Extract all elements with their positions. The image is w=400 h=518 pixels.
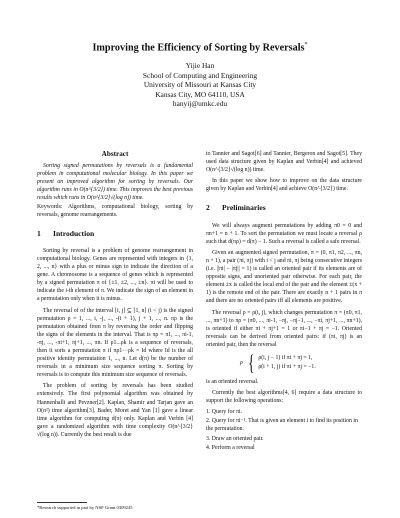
prelim-paragraph-2: Given an augmented signed permutation, π = (0, π1, π2, ..., πn, n + 1), a pair (πi, πj) with i < j and πi, πj being consecutive integers (i.e. ||πi| − |πj|| = 1) is called an oriented pair if its elements are of opposite signs, and unoriented pair otherwise. For each pair, the element ±x is called the local end of the pair and the element ±(x + 1) is the remote end of the pair. There are exactly n + 1 pairs in π and there are no oriented pairs iff all elements are positive. bbox=[206, 249, 362, 305]
section-number: 2 bbox=[206, 203, 210, 213]
operation-item: 1. Query for πi. bbox=[206, 409, 242, 416]
affiliation-line-1: School of Computing and Engineering bbox=[142, 70, 258, 80]
operations-list bbox=[206, 408, 362, 451]
section-title: Preliminaries bbox=[222, 203, 266, 213]
address-line: Kansas City, MO 64110, USA bbox=[155, 89, 245, 99]
author-block bbox=[0, 61, 400, 109]
paper-title bbox=[0, 42, 400, 53]
prelim-paragraph-3: The reversal ρ = ρ(i, j), which changes permutation π = (π0, π1, ..., πn+1) to πρ = (π0, ..., πi-1, −πj, −πj−1, ..., −πi, πj+1, ..., πn+1), is oriented if either πi + πj+1 = 1 or πi−1 + πj = −1. Oriented reversals can be derived from oriented pairs: if (πi, πj) is an oriented pair, then the reversal bbox=[206, 309, 362, 348]
footnote-text: *Research supported in part by NSF Grant 0309245 bbox=[37, 505, 133, 510]
intro-paragraph-1: Sorting by reversal is a problem of genome rearrangement in computational biology. Genes are represented with integers in {1, 2, ..., n} with a plus or minus sign to indicate the direction of a gene. A chromosome is a sequence of genes which is represented by a signed permutation π of {±1, ±2, ..., ±n}. πi will be used to indicate the i-th element of π. We indicate the sign of an element in a permutation only when it is minus. bbox=[37, 247, 193, 303]
author-name: Yijie Han bbox=[185, 61, 215, 70]
left-brace-symbol: { bbox=[247, 349, 255, 375]
equation-lhs: ρ bbox=[240, 359, 243, 366]
intro-paragraph-2: The reversal of of the interval [i, j] ⊆ [1, n] (i < j) is the signed permutation ρ = 1, ..., i, -j, ..., -(i + 1), j + 1, ..., n. πρ is the permutation obtained from π by reversing the order and flipping the signs of the elements in the interval. That is πρ = π1, ..., πi-1, -πj, ..., -πi+1, πj+1, ..., πn. If ρ1...ρk is a sequence of reversals, then it sorts a permutation π if πρ1···ρk = Id where Id is the all positive identity permutation 1, ..., n. Let d(π) be the number of reversals in a minimum size sequence sorting π. Sorting by reversals is to compute this minimum size sequence of reversals. bbox=[37, 307, 193, 379]
affiliation-line-2: University of Missouri at Kansas City bbox=[143, 80, 257, 90]
right-column bbox=[206, 150, 362, 453]
keywords-line: Keywords: Algorithms, computational biology, sorting by reversals, genome rearrangements. bbox=[37, 203, 193, 218]
abstract-heading: Abstract bbox=[101, 150, 129, 158]
right-paragraph-1: to Tannier and Sagot[6] and Tannier, Bergeron and Sagot[5]. They used data structure given by Kaplan and Verbin[4] and achieved O(n^{3/2}√(log n)) time. bbox=[206, 151, 362, 174]
section-heading-introduction bbox=[37, 230, 193, 238]
abstract-text: Sorting signed permutations by reversals is a fundamental problem in computational molecular biology. In this paper we present an improved algorithm for sorting by reversals. Our algorithm runs in O(n^{3/2}) time. This improves the best previous results which runs in O(n^{3/2}√(log n)) time. bbox=[37, 163, 193, 202]
left-column bbox=[37, 150, 193, 442]
prelim-paragraph-1: We will always augment permutations by adding π0 = 0 and πn+1 = n + 1. To sort the permutation we must locate a reversal ρ such that d(πρ) = d(π) − 1. Such a reversal is called a safe reversal. bbox=[206, 222, 362, 245]
email-line: hanyij@umkc.edu bbox=[172, 99, 228, 109]
section-number: 1 bbox=[37, 228, 41, 238]
section-heading-preliminaries bbox=[206, 204, 362, 212]
right-paragraph-2: In this paper we show how to improve on the data structure given by Kaplan and Verbin[4] and achieve O(n^{3/2}) time. bbox=[206, 178, 362, 193]
equation-cases bbox=[258, 354, 315, 372]
equation-case-2: ρ(i + 1, j) if πi + πj = −1. bbox=[258, 363, 316, 370]
operation-item: 4. Perform a reversal bbox=[206, 444, 255, 451]
title-footnote-mark: * bbox=[304, 42, 308, 48]
prelim-paragraph-4: is an oriented reversal. bbox=[206, 378, 259, 385]
equation-case-1: ρ(i, j − 1) if πi + πj = 1, bbox=[258, 354, 313, 361]
prelim-paragraph-5: Currently the best algorithms[4, 6] require a data structure to support the following operations: bbox=[206, 390, 362, 405]
operation-item: 2. Query for πi⁻¹. That is given an element i to find its position in the permutation. bbox=[206, 418, 358, 433]
section-title: Introduction bbox=[53, 228, 95, 238]
cases-equation bbox=[240, 349, 362, 375]
title-text: Improving the Efficiency of Sorting by Reversals bbox=[92, 42, 305, 54]
operation-item: 3. Draw an oriented pair. bbox=[206, 435, 264, 442]
intro-paragraph-3: The problem of sorting by reversals has been studied extensively. The first polynomial algorithm was obtained by Hannenhalli and Pevzner[2]. Kaplan, Shamir and Tarjan gave an O(n²) time algorithm[3]. Bader, Moret and Yan [1] gave a linear time algorithm for computing d(π) only. Kaplan and Verbin [4] gave a randomized algorithm with time complexity O(n^{3/2}√(log n)). Currently the best result is due bbox=[37, 383, 193, 438]
footnote-rule bbox=[37, 502, 87, 503]
